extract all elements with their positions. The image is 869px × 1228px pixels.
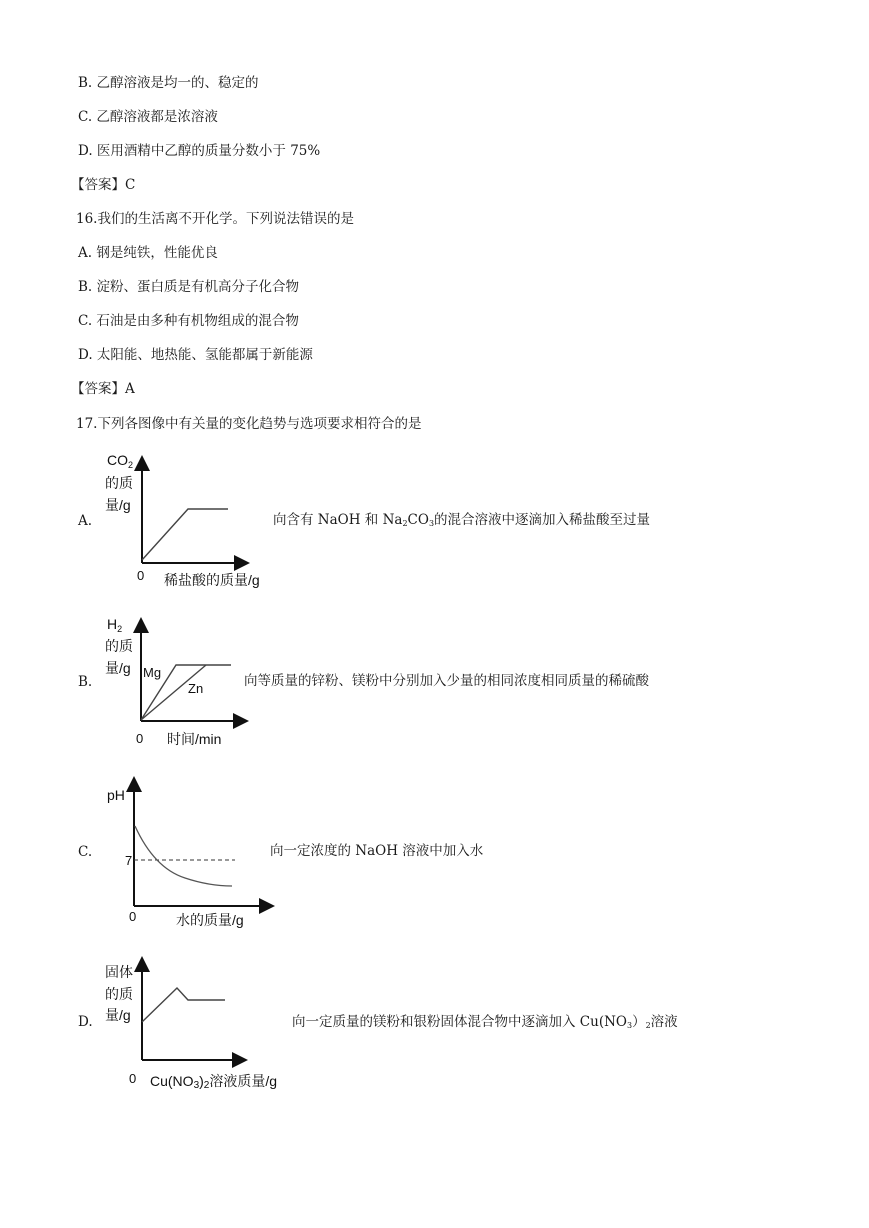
q16-stem: 16.我们的生活离不开化学。下列说法错误的是 — [76, 211, 354, 227]
x-axis-label: 水的质量/g — [176, 912, 244, 928]
ph-curve — [135, 826, 232, 886]
q16-option-c: C. 石油是由多种有机物组成的混合物 — [78, 313, 299, 329]
q17-option-c-letter: C. — [78, 844, 93, 860]
y-axis-label-3: 量/g — [105, 1007, 131, 1023]
y-axis-label-2: 的质 — [105, 475, 133, 491]
zn-label: Zn — [188, 681, 204, 696]
q17-graph-c — [100, 778, 280, 930]
ph-7-label: 7 — [125, 853, 133, 868]
q15-option-d: D. 医用酒精中乙醇的质量分数小于 75% — [78, 143, 321, 159]
q17-option-b-text: 向等质量的锌粉、镁粉中分别加入少量的相同浓度相同质量的稀硫酸 — [244, 673, 649, 689]
origin-label: 0 — [137, 568, 145, 583]
q16-option-a: A. 钢是纯铁，性能优良 — [78, 245, 218, 261]
solid-mass-curve — [142, 988, 225, 1022]
y-axis-label-1: $H_2$ — [107, 616, 123, 634]
y-axis-label-1: $CO_2$ — [107, 452, 134, 470]
q17-option-b-letter: B. — [78, 674, 93, 690]
q17-option-d-letter: D. — [78, 1014, 93, 1030]
co2-curve — [142, 509, 228, 560]
q16-answer: 【答案】A — [71, 381, 135, 397]
y-axis-label: pH — [107, 787, 125, 803]
q15-answer: 【答案】C — [71, 177, 136, 193]
y-axis-label-2: 的质 — [105, 638, 133, 654]
mg-label: Mg — [143, 665, 162, 680]
q17-stem: 17.下列各图像中有关量的变化趋势与选项要求相符合的是 — [76, 416, 422, 432]
y-axis-label-1: 固体 — [105, 964, 133, 980]
q16-option-b: B. 淀粉、蛋白质是有机高分子化合物 — [78, 279, 300, 295]
q17-option-a-letter: A. — [78, 513, 93, 529]
x-axis-label: 稀盐酸的质量/g — [164, 572, 260, 588]
x-axis-label: 时间/min — [167, 731, 222, 747]
y-axis-label-3: 量/g — [105, 660, 131, 676]
q17-graph-d — [100, 958, 310, 1098]
q15-option-b: B. 乙醇溶液是均一的、稳定的 — [78, 75, 259, 91]
q17-option-c-text: 向一定浓度的 NaOH 溶液中加入水 — [270, 843, 484, 859]
q17-option-d-text: 向一定质量的镁粉和银粉固体混合物中逐滴加入 $Cu(NO_3)_2$溶液 — [292, 1014, 678, 1030]
q17-graph-a — [100, 452, 280, 595]
origin-label: 0 — [136, 731, 144, 746]
q16-option-d: D. 太阳能、地热能、氢能都属于新能源 — [78, 347, 313, 363]
y-axis-label-2: 的质 — [105, 986, 133, 1002]
q17-option-a-text: 向含有 NaOH 和 $Na_2CO_3$的混合溶液中逐滴加入稀盐酸至过量 — [273, 512, 651, 528]
origin-label: 0 — [129, 1071, 137, 1086]
x-axis-label: Cu(NO3)2溶液质量/g — [150, 1073, 278, 1091]
y-axis-label-3: 量/g — [105, 497, 131, 513]
origin-label: 0 — [129, 909, 137, 924]
q15-option-c: C. 乙醇溶液都是浓溶液 — [78, 109, 218, 125]
